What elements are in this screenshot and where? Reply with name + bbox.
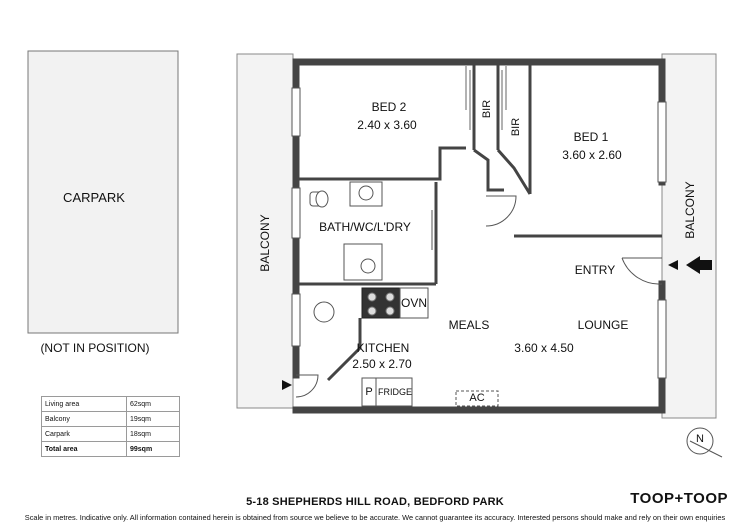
- area-row: [42, 397, 180, 412]
- area-value: 18sqm: [127, 427, 180, 442]
- bed1-name: BED 1: [573, 130, 609, 144]
- lounge-name: LOUNGE: [577, 318, 629, 332]
- area-label: Carpark: [42, 427, 127, 442]
- bed2-name: BED 2: [371, 100, 407, 114]
- kitchen-size: 2.50 x 2.70: [352, 357, 412, 371]
- ac-label: AC: [469, 392, 485, 404]
- entry-label: ENTRY: [574, 263, 616, 277]
- lounge-size: 3.60 x 4.50: [514, 341, 574, 355]
- balcony-right-label: BALCONY: [683, 181, 697, 239]
- area-label: Total area: [42, 442, 127, 457]
- area-row: [42, 427, 180, 442]
- bed1-size: 3.60 x 2.60: [562, 148, 622, 162]
- property-address: 5-18 SHEPHERDS HILL ROAD, BEDFORD PARK: [246, 496, 504, 508]
- ovn-label: OVN: [400, 296, 428, 310]
- area-value: 62sqm: [127, 397, 180, 412]
- area-value: 19sqm: [127, 412, 180, 427]
- area-total-row: [42, 442, 180, 457]
- area-row: [42, 412, 180, 427]
- balcony-left-label: BALCONY: [258, 214, 272, 272]
- bath-label: BATH/WC/L'DRY: [319, 220, 411, 234]
- disclaimer-text: Scale in metres. Indicative only. All information contained herein is obtained from source we believe to be accurate. We cannot guarantee its accuracy. Interested persons should make and rely on their own enquiries: [24, 513, 726, 522]
- area-table: [41, 396, 180, 457]
- brand-logo: TOOP+TOOP: [630, 490, 728, 507]
- meals-label: MEALS: [448, 318, 490, 332]
- carpark-note: (NOT IN POSITION): [40, 341, 150, 355]
- area-value: 99sqm: [127, 442, 180, 457]
- kitchen-name: KITCHEN: [356, 341, 410, 355]
- bir-b-label: BIR: [510, 117, 522, 137]
- carpark-label: CARPARK: [63, 190, 125, 205]
- area-label: Balcony: [42, 412, 127, 427]
- bed2-size: 2.40 x 3.60: [357, 118, 417, 132]
- compass-letter: N: [696, 433, 704, 445]
- p-label: P: [365, 386, 373, 398]
- area-label: Living area: [42, 397, 127, 412]
- fridge-label: FRIDGE: [377, 387, 413, 397]
- bir-a-label: BIR: [481, 99, 493, 119]
